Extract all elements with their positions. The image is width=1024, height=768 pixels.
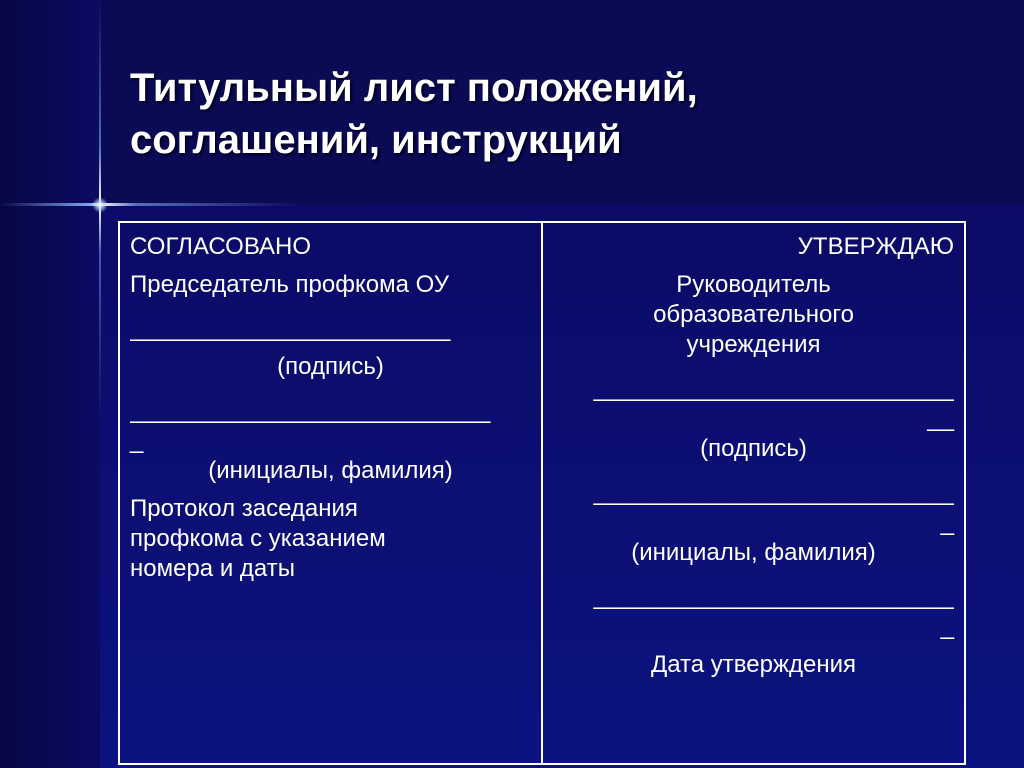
sparkle-icon	[92, 197, 108, 213]
decor-glow-horizontal	[0, 203, 300, 206]
name-rule-tail: _	[940, 509, 954, 536]
protocol-line-1: Протокол заседания	[130, 495, 358, 522]
date-rule-tail: _	[940, 613, 954, 640]
signature-rule: ________________________	[130, 315, 451, 342]
protocol-line-3: номера и даты	[130, 555, 295, 582]
name-caption: (инициалы, фамилия)	[631, 539, 876, 566]
date-rule: ___________________________	[593, 583, 954, 610]
head-label-line-3: учреждения	[686, 331, 821, 358]
name-rule-tail: _	[130, 427, 144, 454]
agreed-heading: СОГЛАСОВАНО	[130, 233, 312, 260]
title-line-1: Титульный лист положений,	[130, 66, 698, 110]
approval-column-right	[543, 223, 964, 763]
title-line-2: соглашений, инструкций	[130, 118, 622, 162]
name-caption: (инициалы, фамилия)	[208, 457, 453, 484]
protocol-line-2: профкома с указанием	[130, 525, 386, 552]
slide-title	[130, 62, 990, 166]
decor-left-band	[0, 0, 100, 768]
signature-rule: ___________________________	[593, 375, 954, 402]
approval-date-caption: Дата утверждения	[650, 651, 857, 678]
name-rule: ___________________________	[593, 479, 954, 506]
approve-heading: УТВЕРЖДАЮ	[797, 233, 954, 260]
signature-rule-tail: __	[927, 405, 954, 432]
head-label-line-2: образовательного	[653, 301, 854, 328]
signature-caption: (подпись)	[700, 435, 807, 462]
head-label-line-1: Руководитель	[676, 271, 831, 298]
union-chair-label: Председатель профкома ОУ	[130, 271, 449, 298]
approval-column-left	[120, 223, 543, 763]
title-page-table	[118, 221, 966, 765]
name-rule: ___________________________	[130, 397, 491, 424]
signature-caption: (подпись)	[277, 353, 384, 380]
